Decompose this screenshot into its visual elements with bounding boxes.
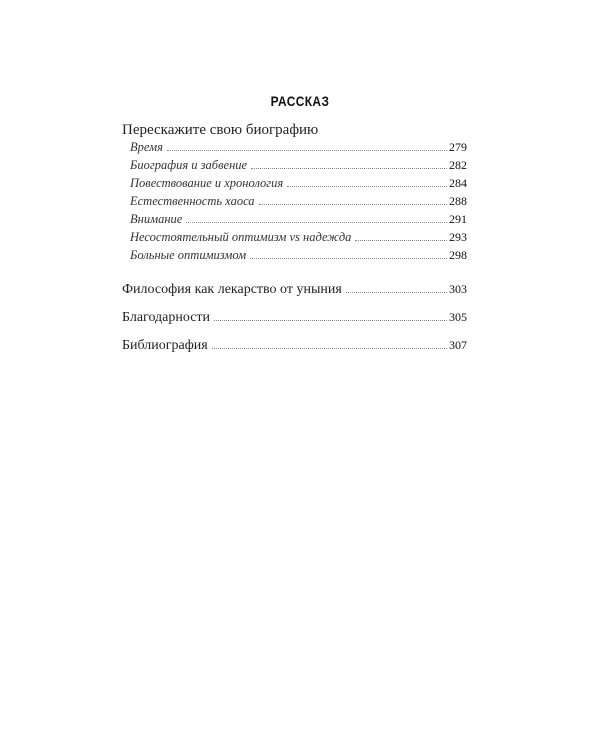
main-entry-list xyxy=(122,282,467,366)
toc-entry-page: 279 xyxy=(449,140,467,154)
toc-entry-label: Естественность хаоса xyxy=(130,194,255,208)
section-title: Перескажите свою биографию xyxy=(122,122,319,138)
toc-entry-label: Биография и забвение xyxy=(130,158,248,172)
toc-entry-page: 291 xyxy=(449,212,467,226)
toc-entry-label: Несостоятельный оптимизм vs надежда xyxy=(130,230,352,244)
toc-entry-page: 305 xyxy=(449,310,467,324)
toc-entry-page: 303 xyxy=(449,282,467,296)
toc-main-entry xyxy=(122,282,467,310)
toc-entry-page: 282 xyxy=(449,158,467,172)
subsection-list xyxy=(130,140,467,266)
part-heading: РАССКАЗ xyxy=(270,93,330,109)
dot-leader xyxy=(287,186,447,187)
toc-entry-label: Философия как лекарство от уныния xyxy=(122,282,342,297)
dot-leader xyxy=(186,222,447,223)
toc-entry xyxy=(130,230,467,248)
toc-entry xyxy=(130,194,467,212)
toc-entry-label: Время xyxy=(130,140,163,154)
toc-main-entry xyxy=(122,310,467,338)
toc-entry-label: Больные оптимизмом xyxy=(130,248,247,262)
toc-entry xyxy=(130,158,467,176)
dot-leader xyxy=(355,240,447,241)
toc-entry-page: 298 xyxy=(449,248,467,262)
toc-entry-page: 307 xyxy=(449,338,467,352)
toc-entry-page: 284 xyxy=(449,176,467,190)
toc-entry-label: Внимание xyxy=(130,212,183,226)
dot-leader xyxy=(214,320,447,321)
toc-main-entry xyxy=(122,338,467,366)
dot-leader xyxy=(259,204,447,205)
toc-entry-label: Повествование и хронология xyxy=(130,176,284,190)
dot-leader xyxy=(167,150,447,151)
toc-entry-page: 293 xyxy=(449,230,467,244)
toc-entry xyxy=(130,248,467,266)
toc-entry-label: Благодарности xyxy=(122,310,211,325)
dot-leader xyxy=(346,292,447,293)
toc-entry xyxy=(130,176,467,194)
toc-entry-page: 288 xyxy=(449,194,467,208)
dot-leader xyxy=(250,258,447,259)
toc-entry xyxy=(130,140,467,158)
dot-leader xyxy=(251,168,447,169)
toc-entry-label: Библиография xyxy=(122,338,208,353)
toc-entry xyxy=(130,212,467,230)
dot-leader xyxy=(212,348,447,349)
